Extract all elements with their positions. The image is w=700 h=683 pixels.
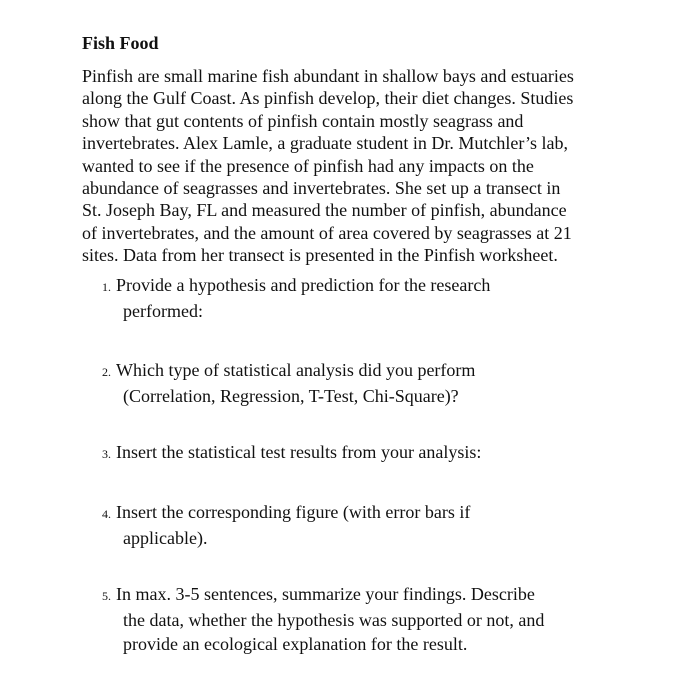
question-number: 4.: [102, 507, 111, 521]
question-text: the data, whether the hypothesis was supported or not, and: [123, 610, 545, 630]
question-text: In max. 3-5 sentences, summarize your findings. Describe: [116, 584, 535, 604]
question-text: Insert the statistical test results from your analysis:: [116, 442, 482, 462]
question-text: applicable).: [123, 528, 208, 548]
paragraph-line: sites. Data from her transect is presented in the Pinfish worksheet.: [82, 245, 558, 266]
page-title: Fish Food: [82, 33, 159, 53]
question-text: Which type of statistical analysis did you perform: [116, 360, 476, 380]
paragraph-line: wanted to see if the presence of pinfish had any impacts on the: [82, 155, 534, 176]
paragraph-line: Pinfish are small marine fish abundant in shallow bays and estuaries: [82, 66, 574, 86]
question-1: [102, 273, 622, 323]
paragraph-line: along the Gulf Coast. As pinfish develop, their diet changes. Studies: [82, 88, 574, 109]
question-text: Provide a hypothesis and prediction for the research: [116, 275, 491, 295]
paragraph-line: abundance of seagrasses and invertebrates. She set up a transect in: [82, 178, 561, 199]
document-body: [82, 31, 622, 267]
paragraph-line: show that gut contents of pinfish contain mostly seagrass and: [82, 110, 524, 131]
question-number: 1.: [102, 280, 111, 294]
question-text: (Correlation, Regression, T-Test, Chi-Square)?: [123, 386, 459, 406]
question-5: [102, 582, 622, 656]
question-4: [102, 500, 622, 550]
question-number: 3.: [102, 447, 111, 461]
question-3: [102, 440, 622, 466]
question-text: provide an ecological explanation for the result.: [123, 634, 468, 654]
paragraph-line: invertebrates. Alex Lamle, a graduate student in Dr. Mutchler’s lab,: [82, 133, 569, 154]
paragraph-line: St. Joseph Bay, FL and measured the number of pinfish, abundance: [82, 200, 567, 221]
paragraph-line: of invertebrates, and the amount of area covered by seagrasses at 21: [82, 222, 572, 243]
question-text: performed:: [123, 301, 203, 321]
intro-paragraph: [82, 65, 622, 267]
question-number: 2.: [102, 365, 111, 379]
question-text: Insert the corresponding figure (with error bars if: [116, 502, 471, 522]
question-2: [102, 358, 622, 408]
question-number: 5.: [102, 589, 111, 603]
